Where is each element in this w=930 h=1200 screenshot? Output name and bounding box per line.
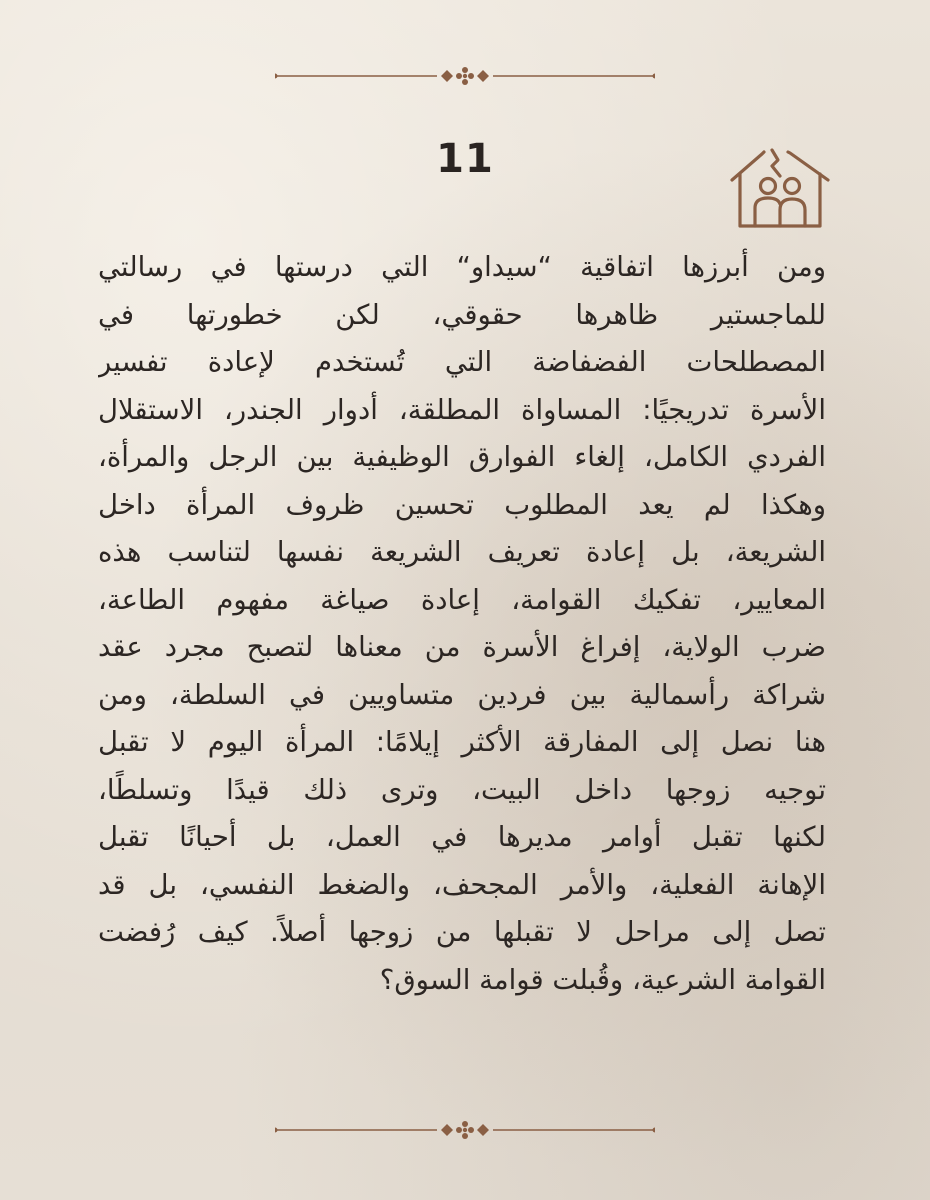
text-line: الفردي الكامل، إلغاء الفوارق الوظيفية بين الرجل والمرأة،	[98, 441, 826, 473]
article-body	[98, 244, 826, 1004]
text-line: المصطلحات الفضفاضة التي تُستخدم لإعادة تفسير	[98, 346, 826, 378]
text-line: ضرب الولاية، إفراغ الأسرة من معناها لتصبح مجرد عقد	[98, 631, 826, 663]
text-line: القوامة الشرعية، وقُبلت قوامة السوق؟	[379, 963, 826, 996]
text-line: هنا نصل إلى المفارقة الأكثر إيلامًا: المرأة اليوم لا تقبل	[98, 726, 826, 758]
text-line: الشريعة، بل إعادة تعريف الشريعة نفسها لتناسب هذه	[98, 536, 826, 568]
text-line: وهكذا لم يعد المطلوب تحسين ظروف المرأة داخل	[98, 488, 826, 521]
bottom-ornament-divider	[275, 1120, 655, 1140]
text-line: الأسرة تدريجيًا: المساواة المطلقة، أدوار الجندر، الاستقلال	[98, 393, 826, 426]
text-line: توجيه زوجها داخل البيت، وترى ذلك قيدًا وتسلطًا،	[98, 773, 826, 806]
text-line: ومن أبرزها اتفاقية “سيداو“ التي درستها في رسالتي	[98, 251, 826, 283]
text-line: شراكة رأسمالية بين فردين متساويين في السلطة، ومن	[98, 678, 826, 711]
house-family-icon	[728, 146, 832, 230]
text-line: تصل إلى مراحل لا تقبلها من زوجها أصلاً. كيف رُفضت	[98, 916, 826, 948]
text-line: المعايير، تفكيك القوامة، إعادة صياغة مفهوم الطاعة،	[98, 583, 826, 616]
top-ornament-divider	[275, 66, 655, 86]
text-line: لكنها تقبل أوامر مديرها في العمل، بل أحيانًا تقبل	[98, 821, 826, 853]
text-line: الإهانة الفعلية، والأمر المجحف، والضغط النفسي، بل قد	[98, 868, 826, 901]
text-line: للماجستير ظاهرها حقوقي، لكن خطورتها في	[98, 298, 826, 331]
page-number: 11	[436, 136, 494, 182]
